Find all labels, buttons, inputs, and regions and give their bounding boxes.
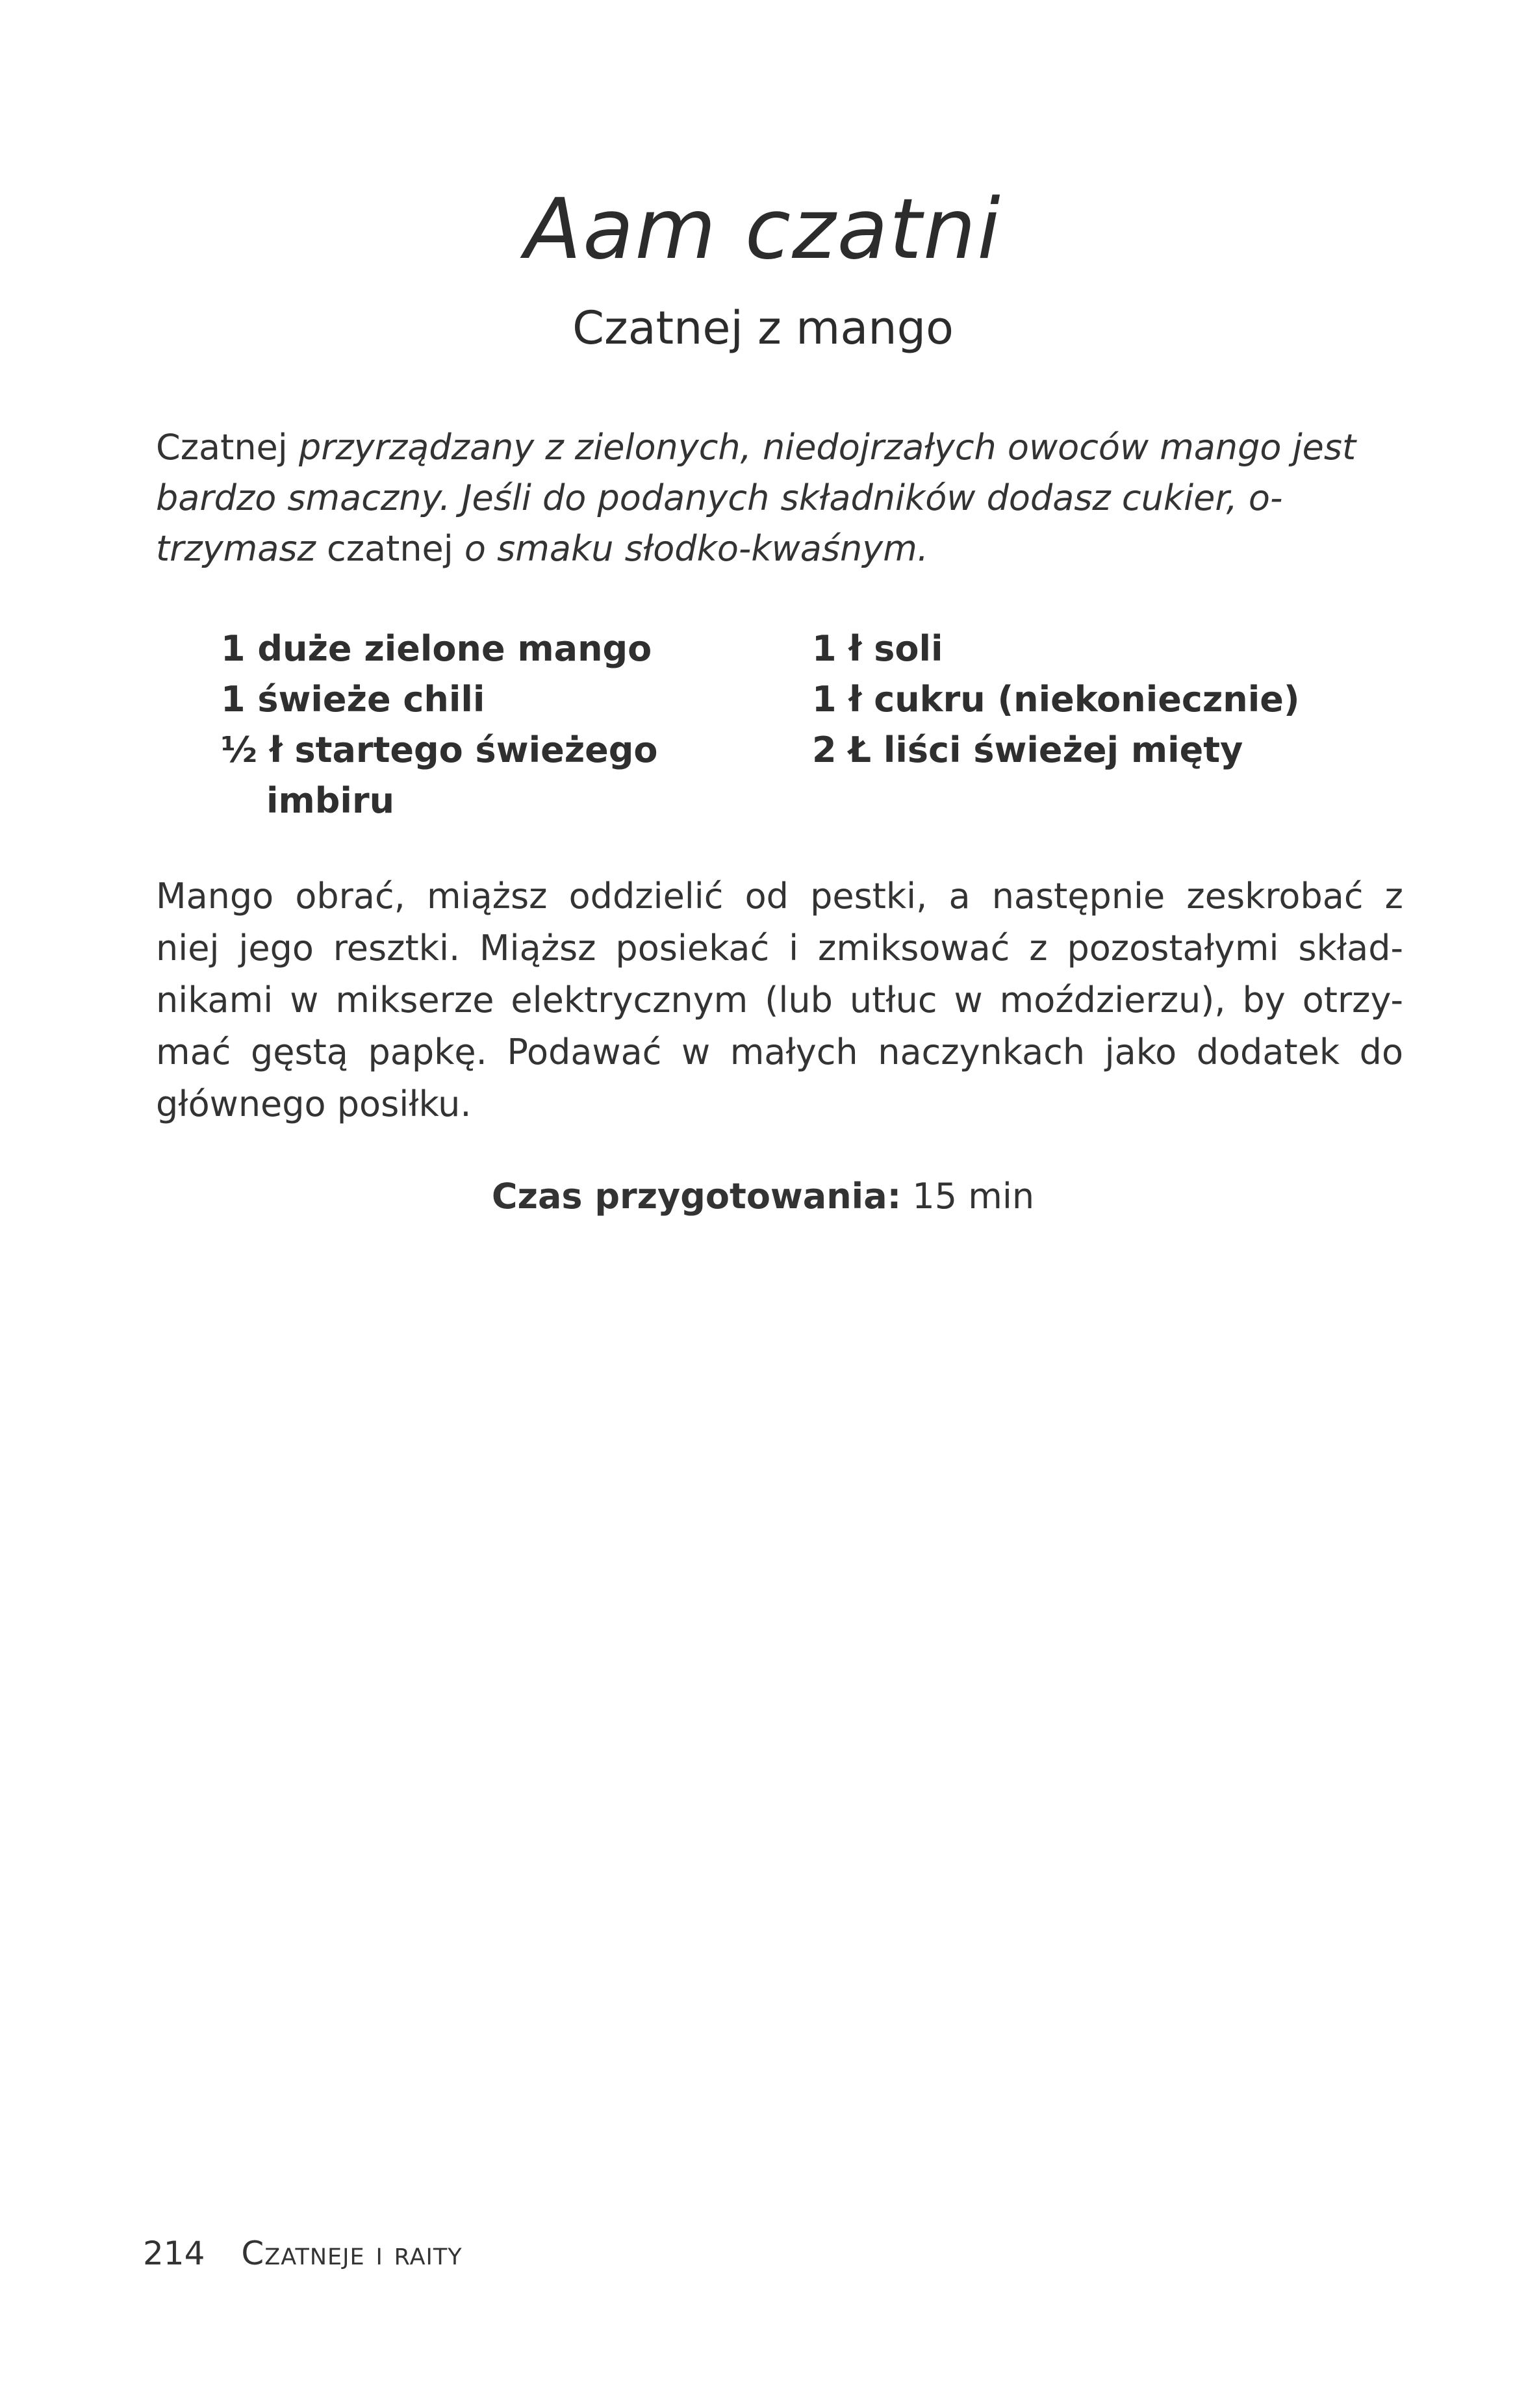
ingredient-item: 1 ł soli: [812, 628, 943, 669]
method-line: niej jego resztki. Miąższ posiekać i zmiksować z pozostałymi skład-: [156, 928, 1403, 969]
ingredients-left-column: [221, 624, 715, 826]
ingredient-item: 1 świeże chili: [221, 679, 485, 720]
method-line: nikami w mikserze elektrycznym (lub utłuc w moździerzu), by otrzy-: [156, 980, 1403, 1020]
prep-time-value: 15 min: [901, 1176, 1035, 1217]
recipe-title: Aam czatni: [524, 181, 1002, 278]
intro-text-italic: przyrządzany z zielonych, niedojrzałych owoców mango jest: [298, 427, 1356, 468]
section-title: Czatneje i raity: [241, 2235, 463, 2272]
prep-time: [0, 1176, 1526, 1217]
recipe-subtitle: Czatnej z mango: [572, 301, 954, 355]
intro-text: czatnej: [327, 528, 453, 569]
intro-line: [156, 524, 1403, 574]
method-line: Mango obrać, miąższ oddzielić od pestki, a następnie zeskrobać z: [156, 876, 1403, 917]
ingredient-item: ½ ł startego świeżego: [221, 729, 658, 770]
ingredients-right-column: [812, 624, 1397, 776]
prep-time-label: Czas przygotowania:: [491, 1176, 902, 1217]
page-footer: [143, 2235, 463, 2272]
intro-line: [156, 473, 1403, 524]
method-line: mać gęstą papkę. Podawać w małych naczynkach jako dodatek do: [156, 1032, 1403, 1072]
intro-text-italic: bardzo smaczny. Jeśli do podanych składników dodasz cukier, o-: [156, 477, 1283, 518]
page-number: 214: [143, 2235, 205, 2272]
ingredient-item: 1 ł cukru (niekoniecznie): [812, 679, 1300, 720]
intro-text-italic: trzymasz: [156, 528, 327, 569]
recipe-method: [156, 870, 1403, 1130]
method-line: głównego posiłku.: [156, 1084, 472, 1124]
ingredient-item-continuation: imbiru: [266, 780, 395, 821]
intro-text-italic: o smaku słodko-kwaśnym.: [453, 528, 928, 569]
intro-text: Czatnej: [156, 427, 299, 468]
intro-line: [156, 422, 1403, 473]
ingredient-item: 1 duże zielone mango: [221, 628, 652, 669]
recipe-intro: [156, 422, 1403, 574]
ingredient-item: 2 Ł liści świeżej mięty: [812, 729, 1243, 770]
